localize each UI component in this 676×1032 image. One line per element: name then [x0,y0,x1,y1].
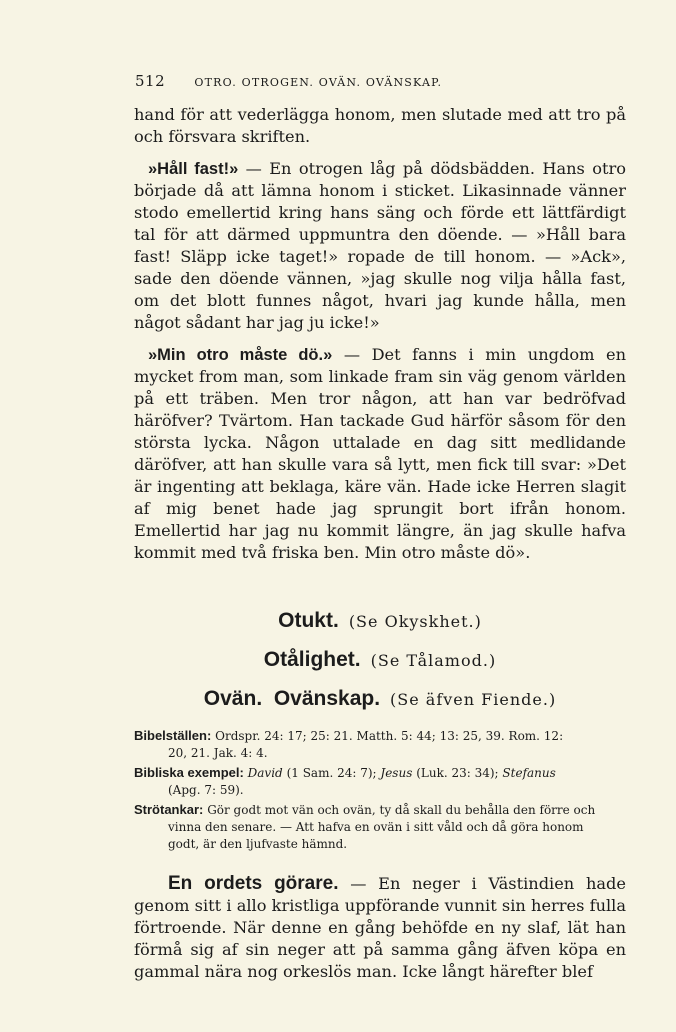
strotankar-text-cont: godt, är den ljufvaste hämnd. [168,837,348,851]
paragraph-text: — En neger i Västindien hade genom sitt i allo kristliga uppförande vunnit sin herres fulla förtroende. När denne en gång behöfde en ny slaf, lät han förmå sig af sin neger att på samma gång äfven köpa en gammal nära nog orkeslös man. Icke långt härefter blef [134,874,626,981]
example-ref: (Apg. 7: 59). [168,783,244,797]
topic-reference: (Se äfven Fiende.) [390,690,557,709]
strotankar-text-cont: vinna den senare. — Att hafva en ovän i sitt våld och då göra honom [168,820,584,834]
example-name: David [247,766,283,780]
topic-reference: (Se Tålamod.) [370,651,497,670]
topic-otukt [134,610,626,633]
bibelstallen-text-cont: 20, 21. Jak. 4: 4. [168,746,268,760]
paragraph-heading: »Håll fast!» [148,160,239,178]
example-name: Jesus [380,766,413,780]
strotankar [134,801,626,853]
paragraph-heading: »Min otro måste dö.» [148,346,333,364]
strotankar-label: Strötankar: [134,802,204,817]
topic-title: Otukt. [278,609,339,632]
page-number: 512 [135,72,166,90]
paragraph-ordets-gorare [134,873,626,983]
strotankar-text: Gör godt mot vän och ovän, ty då skall du behålla den förre och [207,803,596,817]
running-title: OTRO. OTROGEN. OVÄN. OVÄNSKAP. [194,76,443,89]
topic-reference: (Se Okyskhet.) [348,612,482,631]
paragraph-heading: En ordets görare. [168,873,339,894]
topic-title: Ovän. Ovänskap. [203,687,381,710]
topic-otalighet [134,649,626,672]
bibliska-exempel-label: Bibliska exempel: [134,765,244,780]
page-body [134,104,626,983]
paragraph-continuation: hand för att vederlägga honom, men slutade med att tro på och försvara skriften. [134,105,626,146]
topic-ovan [134,688,626,711]
bibelstallen [134,727,626,762]
paragraph-text: — Det fanns i min ungdom en mycket from man, som linkade fram sin väg genom världen på ett träben. Men tror någon, att han var bedröfvad häröfver? Tvärtom. Han tackade Gud härför såsom för den största lycka. Någon uttalade en dag sitt medlidande däröfver, att han skulle vara så lytt, men fick till svar: »Det är ingenting att beklaga, käre vän. Hade icke Herren slagit af mig benet hade jag sprungit bort ifrån honom. Emellertid har jag nu kommit längre, än jag skulle hafva kommit med två friska ben. Min otro måste dö». [134,345,627,562]
bibelstallen-label: Bibelställen: [134,728,212,743]
bibelstallen-text: Ordspr. 24: 17; 25: 21. Matth. 5: 44; 13: 25, 39. Rom. 12: [215,729,564,743]
example-ref: (Luk. 23: 34); [416,766,499,780]
paragraph-min-otro [134,344,626,564]
topic-title: Otålighet. [263,648,361,671]
paragraph-hall-fast [134,158,626,334]
example-ref: (1 Sam. 24: 7); [286,766,377,780]
paragraph-text: — En otrogen låg på dödsbädden. Hans otro började då att lämna honom i sticket. Likasinnade vänner stodo emellertid kring hans säng och förde ett lättfärdigt tal för att därmed uppmuntra den döende. — »Håll bara fast! Släpp icke taget!» ropade de till honom. — »Ack», sade den döende vännen, »jag skulle nog vilja hålla fast, om det blott funnes något, hvari jag kunde hålla, men något sådant har jag ju icke!» [134,159,626,332]
bibliska-exempel [134,764,626,799]
reference-section [134,727,626,853]
running-header [135,72,442,90]
example-name: Stefanus [502,766,556,780]
